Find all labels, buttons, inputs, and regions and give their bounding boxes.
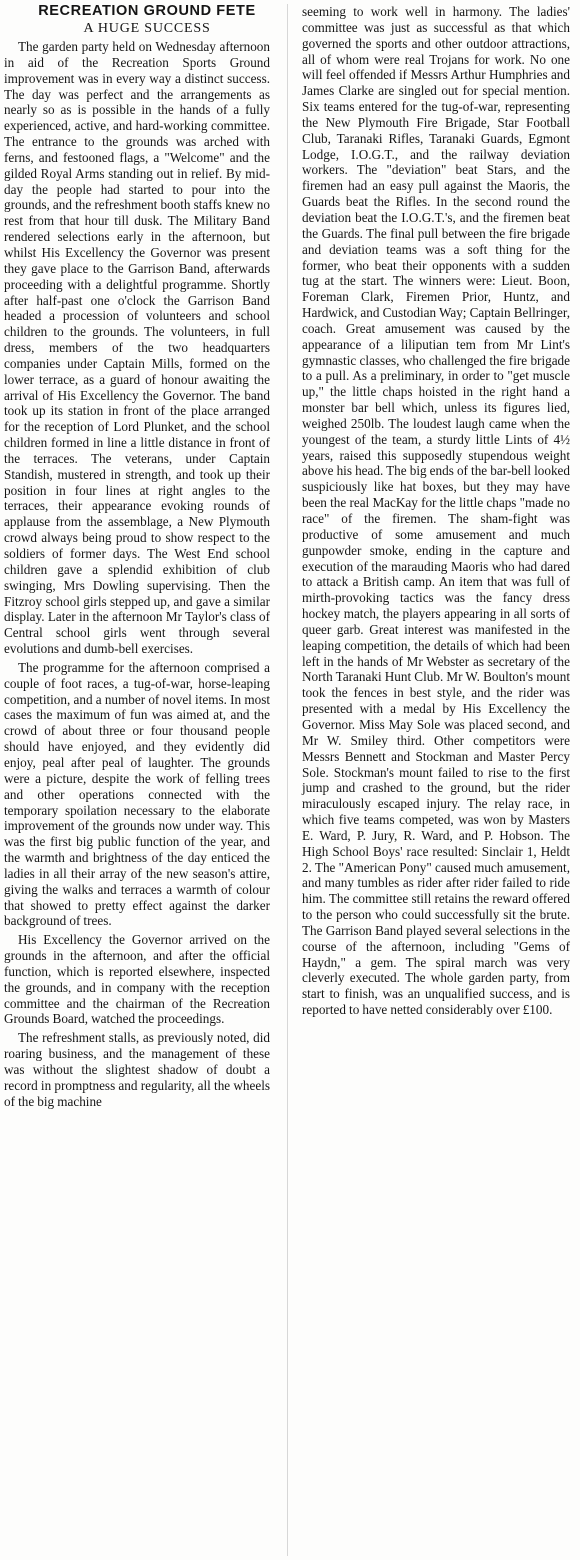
article-column-left (4, 39, 270, 1110)
article-paragraph-continued: seeming to work well in harmony. The ladies' committee was just as successful as that which governed the sports and other outdoor attractions, all of whom were real Trojans for work. No one will feel offended if Messrs Arthur Humphries and James Clarke are singled out for special mention. Six teams entered for the tug-of-war, representing the New Plymouth Fire Brigade, Star Football Club, Taranaki Rifles, Taranaki Guards, Egmont Lodge, I.O.G.T., and the railway deviation workers. The "deviation" beat Stars, and the firemen had an easy pull against the Maoris, the Guards beat the Rifles. In the second round the deviation beat the I.O.G.T.'s, and the firemen beat the Guards. The final pull between the fire brigade and deviation teams was a soft thing for the former, who beat their opponents with a sudden tug at the start. The winners were: Lieut. Boon, Foreman Clark, Firemen Prior, Huntz, and Hardwick, and Custodian Way; Captain Bellringer, coach. Great amusement was caused by the appearance of a liliputian tem from Mr Lint's gymnastic classes, who challenged the fire brigade to a pull. As a preliminary, in order to "get muscle up," the little chaps hoisted in the right hand a monster bar bell which, unless its figures lied, weighed 250lb. The loudest laugh came when the youngest of the team, a sturdy little Lints of 4½ years, raised this supposedly stupendous weight above his head. The big ends of the bar-bell looked suspiciously like hat boxes, but they may have been the real MacKay for the little chaps "made no race" of the firemen. The sham-fight was productive of some amusement and much gunpowder smoke, ending in the capture and execution of the marauding Maoris who had dared to attack a British camp. An item that was full of mirth-provoking tactics was the fancy dress hockey match, the players appearing in all sorts of queer garb. Great interest was manifested in the leaping competition, the details of which had been left in the hands of Mr Webster as secretary of the North Taranaki Hunt Club. Mr W. Boulton's mount took the fences in best style, and the rider was presented with a medal by His Excellency the Governor. Miss May Sole was placed second, and Mr W. Smiley third. Other competitors were Messrs Bennett and Stockman and Master Percy Sole. Stockman's mount failed to rise to the first jump and crashed to the ground, but the rider miraculously escaped injury. The relay race, in which five teams competed, was won by Masters E. Ward, P. Jury, R. Ward, and P. Hobson. The High School Boys' race resulted: Sinclair 1, Heldt 2. The "American Pony" caused much amusement, and many tumbles as rider after rider failed to ride him. The committee still retains the reward offered to the person who could successfully sit the brute. The Garrison Band played several selections in the course of the afternoon, including "Gems of Haydn," a gem. The spiral march was very cleverly executed. The whole garden party, from start to finish, was an unqualified success, and is reported to have netted considerably over £100. (302, 4, 570, 1018)
subheadline: A HUGE SUCCESS (83, 21, 211, 36)
article-paragraph: The garden party held on Wednesday afternoon in aid of the Recreation Sports Ground improvement was in every way a distinct success. The day was perfect and the arrangements as nearly so as is possible in the hands of a fully experienced, active, and hard-working committee. The entrance to the grounds was arched with ferns, and festooned flags, a "Welcome" and the gilded Royal Arms standing out in relief. By mid-day the people had started to pour into the grounds, and the refreshment booth staffs knew no rest from that hour till dusk. The Military Band rendered selections early in the afternoon, but whilst His Excellency the Governor was present they gave place to the Garrison Band, afterwards proceeding with a delightful programme. Shortly after half-past one o'clock the Garrison Band headed a procession of volunteers and school children to the grounds. The volunteers, in full dress, members of the two headquarters companies under Captain Mills, formed on the lower terrace, as a guard of honour awaiting the arrival of His Excellency the Governor. The band took up its station in front of the place arranged for the reception of Lord Plunket, and the school children formed in line a little distance in front of the terraces. The veterans, under Captain Standish, mustered in strength, and took up their position in four lines at right angles to the terraces, their appearance evoking rounds of applause from the assemblage, a New Plymouth crowd always being proud to show respect to the soldiers of former days. The West End school children gave a splendid exhibition of club swinging, Mrs Dowling supervising. Then the Fitzroy school girls stepped up, and gave a similar display. Later in the afternoon Mr Taylor's class of Central school girls went through several evolutions and dumb-bell exercises. (4, 39, 270, 657)
article-column-right (302, 4, 570, 1018)
article-paragraph: His Excellency the Governor arrived on the grounds in the afternoon, and after the official function, which is reported elsewhere, inspected the grounds, and in company with the reception committee and the chairman of the Recreation Grounds Board, watched the proceedings. (4, 932, 270, 1027)
article-paragraph: The refreshment stalls, as previously noted, did roaring business, and the management of these was without the slightest shadow of doubt a record in promptness and regularity, all the wheels of the big machine (4, 1030, 270, 1109)
headline: RECREATION GROUND FETE (38, 3, 256, 19)
article-paragraph: The programme for the afternoon comprised a couple of foot races, a tug-of-war, horse-leaping competition, and a number of novel items. In most cases the maximum of fun was aimed at, and the crowd of about three or four thousand people should have enjoyed, and they evidently did enjoy, peal after peal of laughter. The grounds were a picture, despite the work of felling trees and other operations connected with the temporary spoilation necessary to the elaborate improvement of the grounds now under way. This was the first big public function of the year, and the warmth and brightness of the day enticed the ladies in all their array of the new season's attire, giving the walks and terraces a warmth of colour that showed to pretty effect against the darker background of trees. (4, 659, 270, 929)
column-divider (287, 4, 288, 1556)
